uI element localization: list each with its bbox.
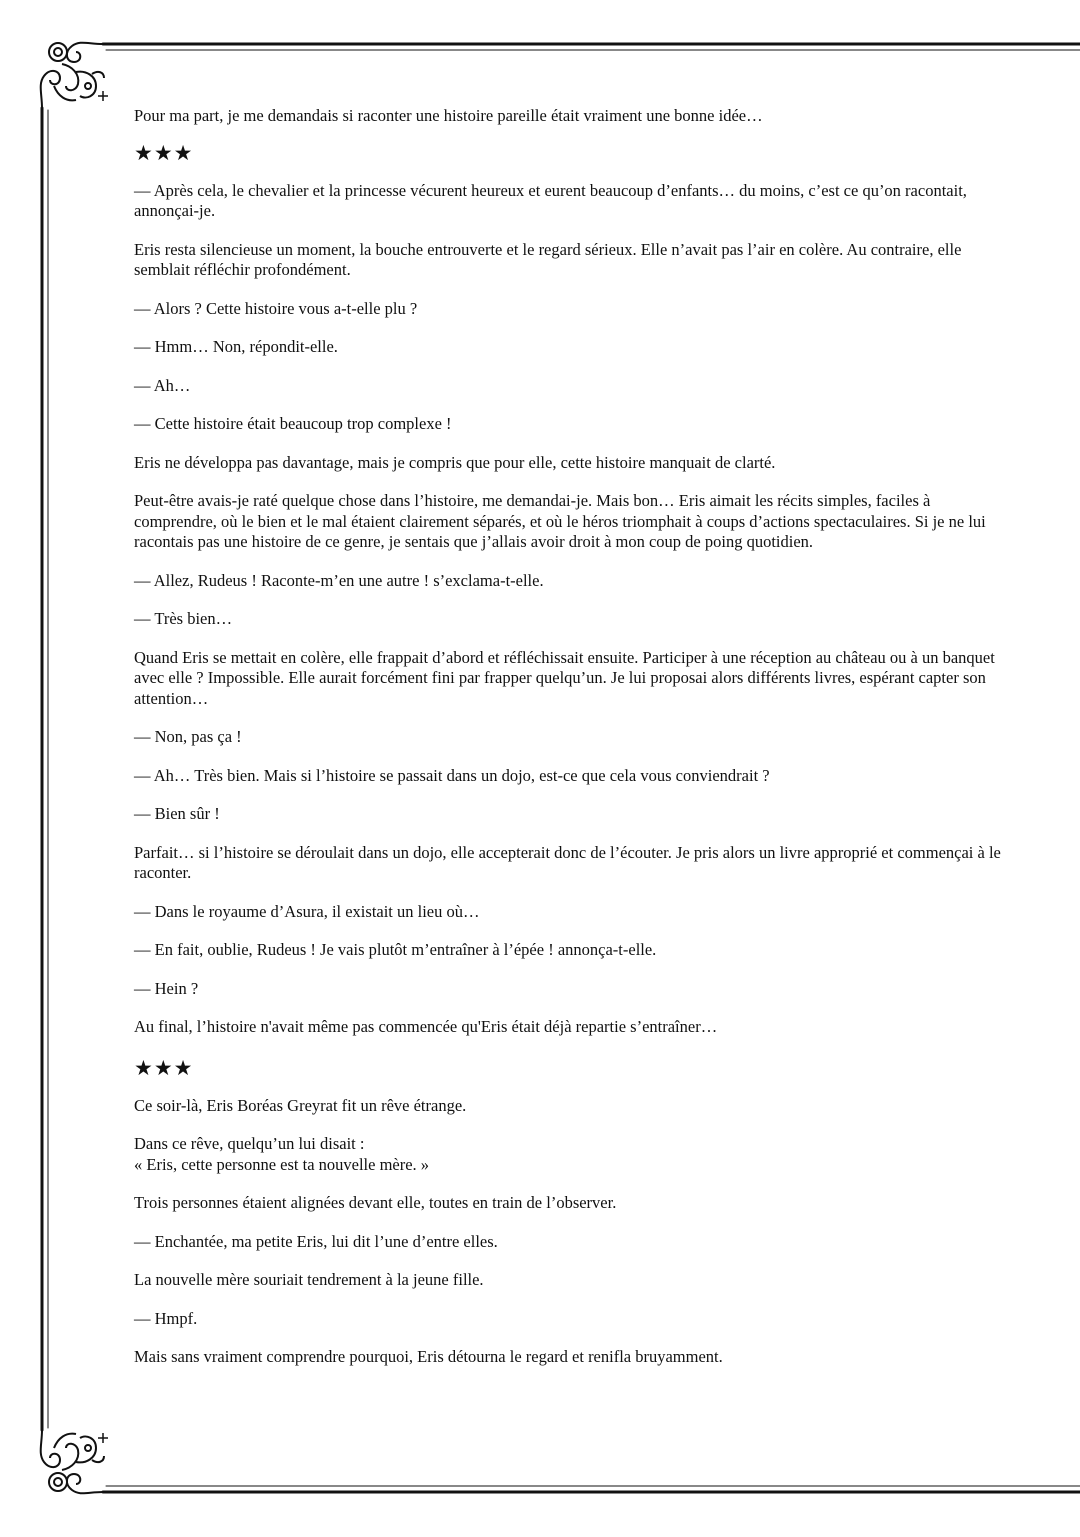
paragraph: Trois personnes étaient alignées devant elle, toutes en train de l’observer. <box>134 1193 617 1212</box>
paragraph: Pour ma part, je me demandais si raconter une histoire pareille était vraiment une bonne idée… <box>134 106 763 125</box>
scene-break-stars: ★★★ <box>134 1055 194 1080</box>
dialogue-line: — Non, pas ça ! <box>134 727 242 746</box>
paragraph: Peut-être avais-je raté quelque chose dans l’histoire, me demandai-je. Mais bon… Eris aimait les récits simples, faciles à comprendre, où le bien et le mal étaient clairement séparés, et où le héros triomphait à coups d’actions spectaculaires. Si je ne lui racontais pas une histoire de ce genre, je sentais que j’allais avoir droit à mon coup de poing quotidien. <box>134 491 986 551</box>
dialogue-line: — Enchantée, ma petite Eris, lui dit l’une d’entre elles. <box>134 1231 498 1251</box>
paragraph: La nouvelle mère souriait tendrement à la jeune fille. <box>134 1270 484 1289</box>
dialogue-line: — Ah… <box>134 375 191 395</box>
flourish-corner-ornament-bottom <box>41 1430 108 1493</box>
paragraph: Mais sans vraiment comprendre pourquoi, Eris détourna le regard et renifla bruyamment. <box>134 1347 723 1366</box>
dialogue-line: — Dans le royaume d’Asura, il existait un lieu où… <box>134 901 480 921</box>
flourish-corner-ornament-top <box>41 43 108 108</box>
dialogue-line: — Cette histoire était beaucoup trop complexe ! <box>134 414 452 433</box>
dialogue-line: — Allez, Rudeus ! Raconte-m’en une autre ! s’exclama-t-elle. <box>134 570 544 590</box>
dialogue-line: — Hmpf. <box>134 1308 198 1328</box>
paragraph-line: Dans ce rêve, quelqu’un lui disait : <box>134 1134 365 1153</box>
paragraph-with-quote <box>134 1134 1014 1175</box>
paragraph: Eris ne développa pas davantage, mais je compris que pour elle, cette histoire manquait de clarté. <box>134 452 776 472</box>
scene-break-stars: ★★★ <box>134 140 194 165</box>
paragraph: Ce soir-là, Eris Boréas Greyrat fit un rêve étrange. <box>134 1095 467 1115</box>
paragraph: Parfait… si l’histoire se déroulait dans un dojo, elle accepterait donc de l’écouter. Je pris alors un livre approprié et commençai à le raconter. <box>134 842 1001 882</box>
dialogue-line: — Hmm… Non, répondit-elle. <box>134 337 338 356</box>
paragraph: Quand Eris se mettait en colère, elle frappait d’abord et réfléchissait ensuite. Participer à une réception au château ou à un banquet avec elle ? Impossible. Elle aurait forcément fini par frapper quelqu’un. Je lui proposai alors différents livres, espérant capter son attention… <box>134 647 995 708</box>
dialogue-line: — Bien sûr ! <box>134 804 220 823</box>
book-page-text <box>134 106 1014 1386</box>
paragraph: Au final, l’histoire n'avait même pas commencée qu'Eris était déjà repartie s’entraîner… <box>134 1017 718 1036</box>
quoted-line: « Eris, cette personne est ta nouvelle mère. » <box>134 1154 430 1174</box>
dialogue-line: — Très bien… <box>134 609 233 628</box>
paragraph: Eris resta silencieuse un moment, la bouche entrouverte et le regard sérieux. Elle n’avait pas l’air en colère. Au contraire, elle semblait réfléchir profondément. <box>134 239 962 279</box>
dialogue-line: — Après cela, le chevalier et la princesse vécurent heureux et eurent beaucoup d’enfants… du moins, c’est ce qu’on racontait, annonçai-je. <box>134 180 967 220</box>
dialogue-line: — Hein ? <box>134 978 199 998</box>
dialogue-line: — Ah… Très bien. Mais si l’histoire se passait dans un dojo, est-ce que cela vous conviendrait ? <box>134 765 770 785</box>
dialogue-line: — Alors ? Cette histoire vous a-t-elle plu ? <box>134 298 418 318</box>
dialogue-line: — En fait, oublie, Rudeus ! Je vais plutôt m’entraîner à l’épée ! annonça-t-elle. <box>134 940 657 959</box>
